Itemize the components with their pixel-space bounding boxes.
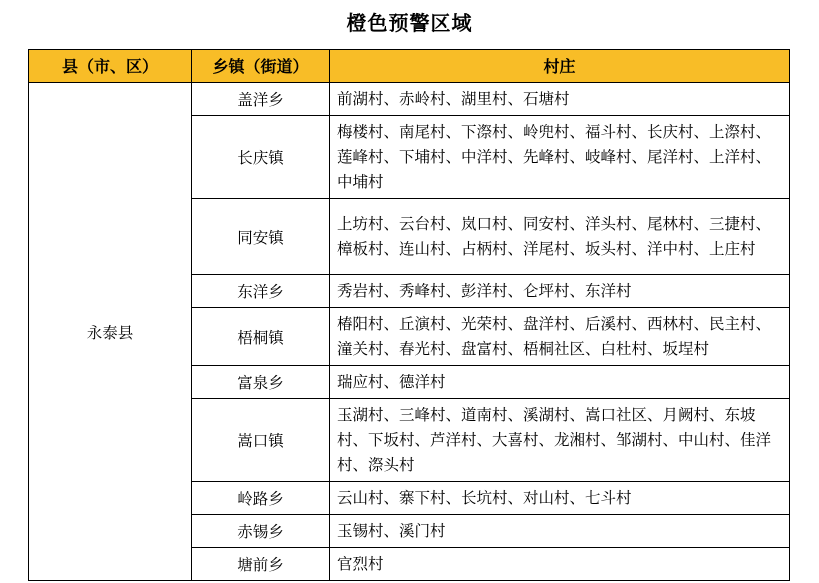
town-cell: 塘前乡 (192, 548, 330, 581)
town-cell: 同安镇 (192, 199, 330, 275)
village-cell: 前湖村、赤岭村、湖里村、石塘村 (330, 83, 790, 116)
table-row (29, 83, 790, 116)
village-cell: 秀岩村、秀峰村、彭洋村、仑坪村、东洋村 (330, 275, 790, 308)
warning-area-table (28, 49, 790, 581)
town-cell: 盖洋乡 (192, 83, 330, 116)
header-town: 乡镇（街道） (192, 50, 330, 83)
town-cell: 富泉乡 (192, 366, 330, 399)
village-cell: 玉锡村、溪门村 (330, 515, 790, 548)
town-cell: 嵩口镇 (192, 399, 330, 482)
village-cell: 梅楼村、南尾村、下漈村、岭兜村、福斗村、长庆村、上漈村、莲峰村、下埔村、中洋村、先峰村、岐峰村、尾洋村、上洋村、中埔村 (330, 116, 790, 199)
village-cell: 椿阳村、丘演村、光荣村、盘洋村、后溪村、西林村、民主村、潼关村、春光村、盘富村、梧桐社区、白杜村、坂埕村 (330, 308, 790, 366)
village-cell: 官烈村 (330, 548, 790, 581)
town-cell: 赤锡乡 (192, 515, 330, 548)
town-cell: 长庆镇 (192, 116, 330, 199)
table-header-row (29, 50, 790, 83)
village-cell: 上坊村、云台村、岚口村、同安村、洋头村、尾林村、三捷村、樟板村、连山村、占柄村、洋尾村、坂头村、洋中村、上庄村 (330, 199, 790, 275)
town-cell: 岭路乡 (192, 482, 330, 515)
town-cell: 东洋乡 (192, 275, 330, 308)
header-village: 村庄 (330, 50, 790, 83)
page-title: 橙色预警区域 (346, 11, 473, 35)
village-cell: 云山村、寨下村、长坑村、对山村、七斗村 (330, 482, 790, 515)
header-county: 县（市、区） (29, 50, 192, 83)
village-cell: 瑞应村、德洋村 (330, 366, 790, 399)
village-cell: 玉湖村、三峰村、道南村、溪湖村、嵩口社区、月阙村、东坡村、下坂村、芦洋村、大喜村、龙湘村、邹湖村、中山村、佳洋村、漈头村 (330, 399, 790, 482)
town-cell: 梧桐镇 (192, 308, 330, 366)
county-cell: 永泰县 (29, 83, 192, 581)
